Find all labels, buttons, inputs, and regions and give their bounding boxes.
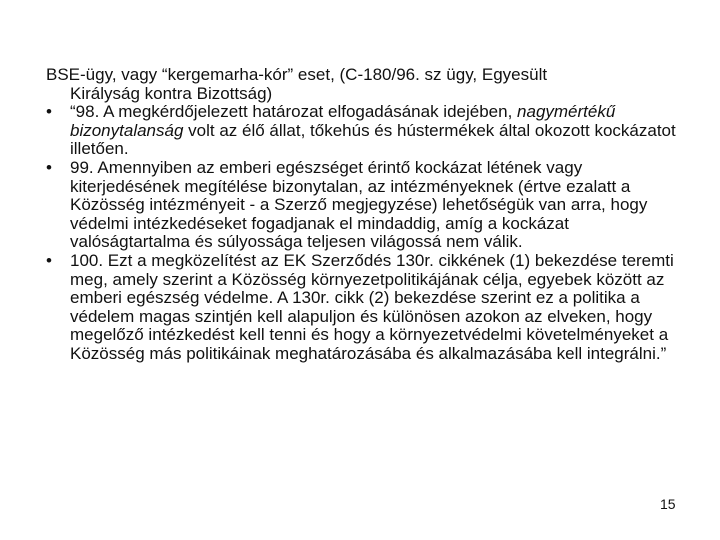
bullet-text-98-start: “98. A megkérdőjelezett határozat elfogadásának idejében, — [70, 102, 518, 122]
slide-body — [46, 66, 686, 364]
bullet-text-99: 99. Amennyiben az emberi egészséget érintő kockázat létének vagy kiterjedésének megítélése bizonytalan, az intézményeknek (értve ezalatt a Közösség intézményeit - a Szerző megjegyzése) lehetőségük van arra, hogy védelmi intézkedéseket fogadjanak el mindaddig, amíg a kockázat valóságtartalma és súlyossága teljesen világossá nem válik. — [70, 157, 648, 252]
bullet-marker: • — [46, 102, 52, 122]
quote-bullet-list — [46, 103, 686, 363]
bullet-item-98 — [46, 103, 686, 159]
bullet-marker: • — [46, 250, 52, 270]
case-heading-line-2: Királyság kontra Bizottság) — [70, 83, 273, 103]
case-heading-line-1: BSE-ügy, vagy “kergemarha-kór” eset, (C-180/96. sz ügy, Egyesült — [46, 65, 548, 84]
bullet-text-98-end: volt az élő állat, tőkehús és hústermékek által okozott kockázatot illetően. — [70, 120, 676, 159]
page-number: 15 — [660, 496, 676, 512]
bullet-item-100 — [46, 252, 686, 364]
bullet-marker: • — [46, 157, 52, 177]
case-heading — [46, 66, 686, 103]
bullet-text-100: 100. Ezt a megközelítést az EK Szerződés 130r. cikkének (1) bekezdése teremti meg, amely szerint a Közösség környezetpolitikájának célja, egyebek között az emberi egészség védelme. A 130r. cikk (2) bekezdése szerint ez a politika a védelem magas szintjén kell alapuljon és különösen azokon az elveken, hogy megelőző intézkedést kell tenni és hogy a környezetvédelmi követelményeket a Közösség más politikáinak meghatározásába és alkalmazásába kell integrálni.” — [70, 250, 674, 363]
bullet-text-98-emphasis: nagymértékű bizonytalanság — [70, 102, 616, 140]
bullet-item-99 — [46, 159, 686, 252]
